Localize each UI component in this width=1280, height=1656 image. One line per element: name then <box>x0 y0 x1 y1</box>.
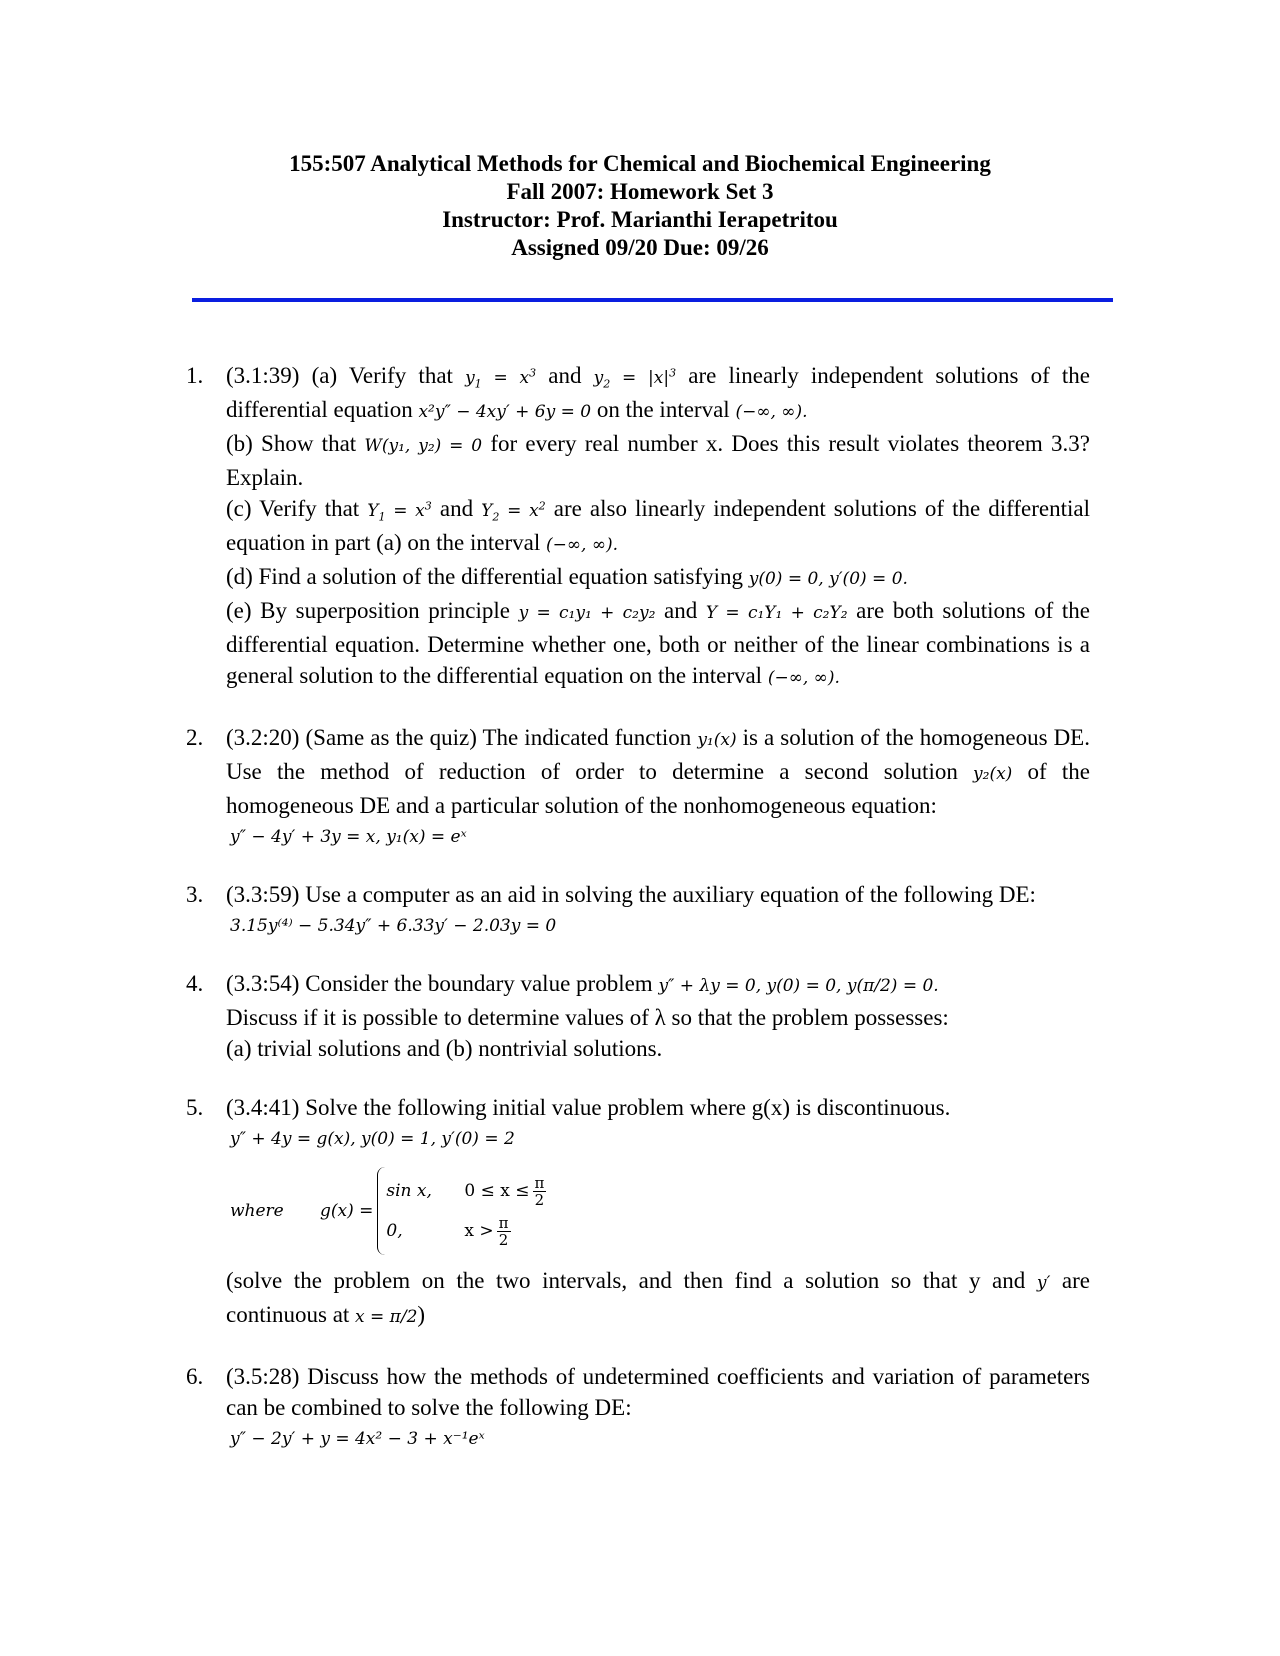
problem-1b: (b) Show that W(y₁, y₂) = 0 for every real number x. Does this result violates theorem 3.3? Explain. <box>226 431 1090 490</box>
problem-6 <box>186 1361 1090 1453</box>
problem-number: 4. <box>186 971 204 996</box>
problem-number: 2. <box>186 725 204 750</box>
problem-3 <box>186 879 1090 940</box>
problem-1 <box>186 360 1090 694</box>
problem-1a: (3.1:39) (a) Verify that $y_1 = x^3$ and $y_2 = |x|^3$ are linearly independent solutions of the differential equation x²y″ − 4xy′ + 6y = 0 on the interval (−∞, ∞). <box>226 363 1090 422</box>
problem-number: 5. <box>186 1095 204 1120</box>
piecewise-brace <box>377 1167 546 1255</box>
problem-4-discuss: Discuss if it is possible to determine values of λ so that the problem possesses: <box>226 1005 949 1030</box>
problem-5-equation: y″ + 4y = g(x), y(0) = 1, y′(0) = 2 <box>230 1129 515 1149</box>
problem-4 <box>186 968 1090 1064</box>
problem-2-text: (3.2:20) (Same as the quiz) The indicated function y₁(x) is a solution of the homogeneous DE. Use the method of reduction of order to determine a second solution y₂(x) of the homogeneous DE and a particular solution of the nonhomogeneous equation: <box>226 725 1090 818</box>
where-label: where <box>230 1201 284 1221</box>
problem-1c: (c) Verify that $Y_1 = x^3$ and $Y_2 = x^2$ are also linearly independent solutions of the differential equation in part (a) on the interval (−∞, ∞). <box>226 496 1091 555</box>
problem-4-parts: (a) trivial solutions and (b) nontrivial solutions. <box>226 1036 663 1061</box>
problem-3-equation: 3.15y⁽⁴⁾ − 5.34y″ + 6.33y′ − 2.03y = 0 <box>230 916 557 936</box>
dates-line: Assigned 09/20 Due: 09/26 <box>511 235 769 260</box>
problem-5-text: (3.4:41) Solve the following initial value problem where g(x) is discontinuous. <box>226 1095 951 1120</box>
instructor-line: Instructor: Prof. Marianthi Ierapetritou <box>442 207 838 232</box>
problem-number: 1. <box>186 363 204 388</box>
piecewise-definition <box>230 1167 1090 1255</box>
problem-5 <box>186 1092 1090 1333</box>
problem-1e: (e) By superposition principle y = c₁y₁ + c₂y₂ and Y = c₁Y₁ + c₂Y₂ are both solutions of the differential equation. Determine whether one, both or neither of the linear combinations is a general solution to the differential equation on the interval (−∞, ∞). <box>226 598 1091 688</box>
problem-3-text: (3.3:59) Use a computer as an aid in solving the auxiliary equation of the following DE: <box>226 882 1036 907</box>
problem-2-equation: y″ − 4y′ + 3y = x, y₁(x) = eˣ <box>230 827 467 847</box>
problem-number: 3. <box>186 882 204 907</box>
problem-number: 6. <box>186 1364 204 1389</box>
problem-6-equation: y″ − 2y′ + y = 4x² − 3 + x⁻¹eˣ <box>230 1429 485 1449</box>
problem-6-text: (3.5:28) Discuss how the methods of undetermined coefficients and variation of parameters can be combined to solve the following DE: <box>226 1364 1090 1420</box>
course-title: 155:507 Analytical Methods for Chemical and Biochemical Engineering <box>289 151 991 176</box>
problem-list <box>186 360 1090 1481</box>
g-label: g(x) = <box>320 1201 374 1221</box>
problem-2 <box>186 722 1090 851</box>
document-header <box>0 150 1280 262</box>
problem-5-note: (solve the problem on the two intervals, and then find a solution so that y and y′ are continuous at x = π/2) <box>226 1268 1090 1327</box>
header-divider <box>192 298 1113 302</box>
problem-4-text: (3.3:54) Consider the boundary value problem y″ + λy = 0, y(0) = 0, y(π/2) = 0. <box>226 971 939 996</box>
piecewise-case-1: sin x, 0 ≤ x ≤ $\frac{\pi}{2}$ <box>386 1173 545 1209</box>
term-title: Fall 2007: Homework Set 3 <box>506 179 774 204</box>
piecewise-case-2: 0, x > $\frac{\pi}{2}$ <box>386 1213 509 1249</box>
problem-1d: (d) Find a solution of the differential equation satisfying y(0) = 0, y′(0) = 0. <box>226 564 908 589</box>
